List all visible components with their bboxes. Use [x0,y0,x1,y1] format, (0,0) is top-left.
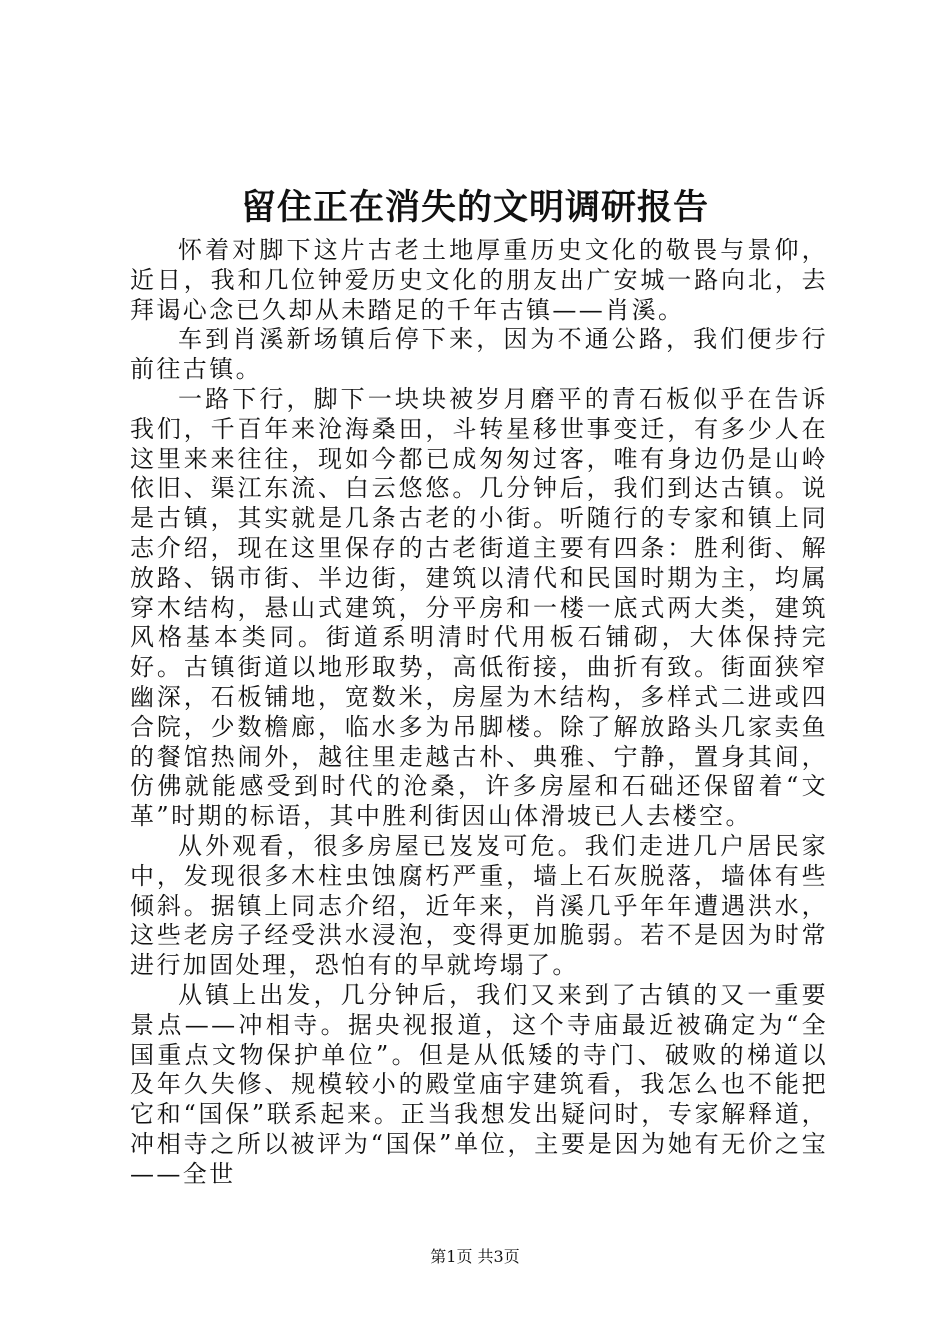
document-title: 留住正在消失的文明调研报告 [240,187,709,228]
document-body [130,236,828,1190]
paragraph: 一路下行，脚下一块块被岁月磨平的青石板似乎在告诉我们，千百年来沧海桑田，斗转星移世事变迁，有多少人在这里来来往往，现如今都已成匆匆过客，唯有身边仍是山岭依旧、渠江东流、白云悠悠。几分钟后，我们到达古镇。说是古镇，其实就是几条古老的小街。听随行的专家和镇上同志介绍，现在这里保存的古老街道主要有四条：胜利街、解放路、锅市街、半边街，建筑以清代和民国时期为主，均属穿木结构，悬山式建筑，分平房和一楼一底式两大类，建筑风格基本类同。街道系明清时代用板石铺砌，大体保持完好。古镇街道以地形取势，高低衔接，曲折有致。街面狭窄幽深，石板铺地，宽数米，房屋为木结构，多样式二进或四合院，少数檐廊，临水多为吊脚楼。除了解放路头几家卖鱼的餐馆热闹外，越往里走越古朴、典雅、宁静，置身其间，仿佛就能感受到时代的沧桑，许多房屋和石础还保留着“文革”时期的标语，其中胜利街因山体滑坡已人去楼空。 [130,384,828,831]
paragraph: 从镇上出发，几分钟后，我们又来到了古镇的又一重要景点——冲相寺。据央视报道，这个寺庙最近被确定为“全国重点文物保护单位”。但是从低矮的寺门、破败的梯道以及年久失修、规模较小的殿堂庙宇建筑看，我怎么也不能把它和“国保”联系起来。正当我想发出疑问时，专家解释道，冲相寺之所以被评为“国保”单位，主要是因为她有无价之宝——全世 [130,980,828,1188]
paragraph: 车到肖溪新场镇后停下来，因为不通公路，我们便步行前往古镇。 [130,325,828,384]
page-number-footer: 第1页 共3页 [430,1247,520,1266]
paragraph: 怀着对脚下这片古老土地厚重历史文化的敬畏与景仰，近日，我和几位钟爱历史文化的朋友出广安城一路向北，去拜谒心念已久却从未踏足的千年古镇——肖溪。 [130,236,828,324]
paragraph: 从外观看，很多房屋已岌岌可危。我们走进几户居民家中，发现很多木柱虫蚀腐朽严重，墙上石灰脱落，墙体有些倾斜。据镇上同志介绍，近年来，肖溪几乎年年遭遇洪水，这些老房子经受洪水浸泡，变得更加脆弱。若不是因为时常进行加固处理，恐怕有的早就垮塌了。 [130,831,828,980]
